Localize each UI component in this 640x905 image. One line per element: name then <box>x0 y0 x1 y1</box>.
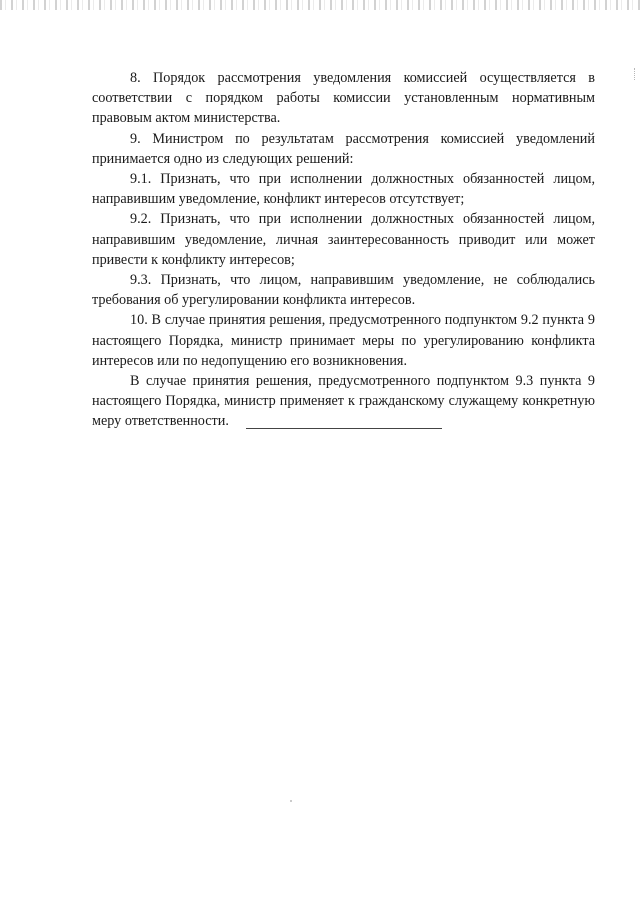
paragraph-item-9: 9. Министром по результатам рассмотрения комиссией уведомлений принимается одно из следующих решений: <box>92 130 595 167</box>
paragraph-item-8: 8. Порядок рассмотрения уведомления комиссией осуществляется в соответствии с порядком работы комиссии установленным нормативным правовым актом министерства. <box>92 70 595 127</box>
end-of-document-rule <box>246 428 442 429</box>
paragraph-subitem-9-3: 9.3. Признать, что лицом, направившим уведомление, не соблюдались требования об урегулировании конфликта интересов. <box>92 272 595 309</box>
scan-speck <box>290 800 292 802</box>
paragraph-closing: В случае принятия решения, предусмотренного подпунктом 9.3 пункта 9 настоящего Порядка, министр применяет к гражданскому служащему конкретную меру ответственности. <box>92 373 595 430</box>
scan-edge-artifact <box>0 0 640 10</box>
document-body <box>92 68 595 432</box>
paragraph-item-10: 10. В случае принятия решения, предусмотренного подпунктом 9.2 пункта 9 настоящего Порядка, министр принимает меры по урегулированию конфликта интересов или по недопущению его возникновения. <box>92 312 595 369</box>
paragraph-subitem-9-1: 9.1. Признать, что при исполнении должностных обязанностей лицом, направившим уведомление, конфликт интересов отсутствует; <box>92 171 595 208</box>
paragraph-subitem-9-2: 9.2. Признать, что при исполнении должностных обязанностей лицом, направившим уведомление, личная заинтересованность приводит или может привести к конфликту интересов; <box>92 211 595 268</box>
scan-margin-mark <box>634 68 638 80</box>
